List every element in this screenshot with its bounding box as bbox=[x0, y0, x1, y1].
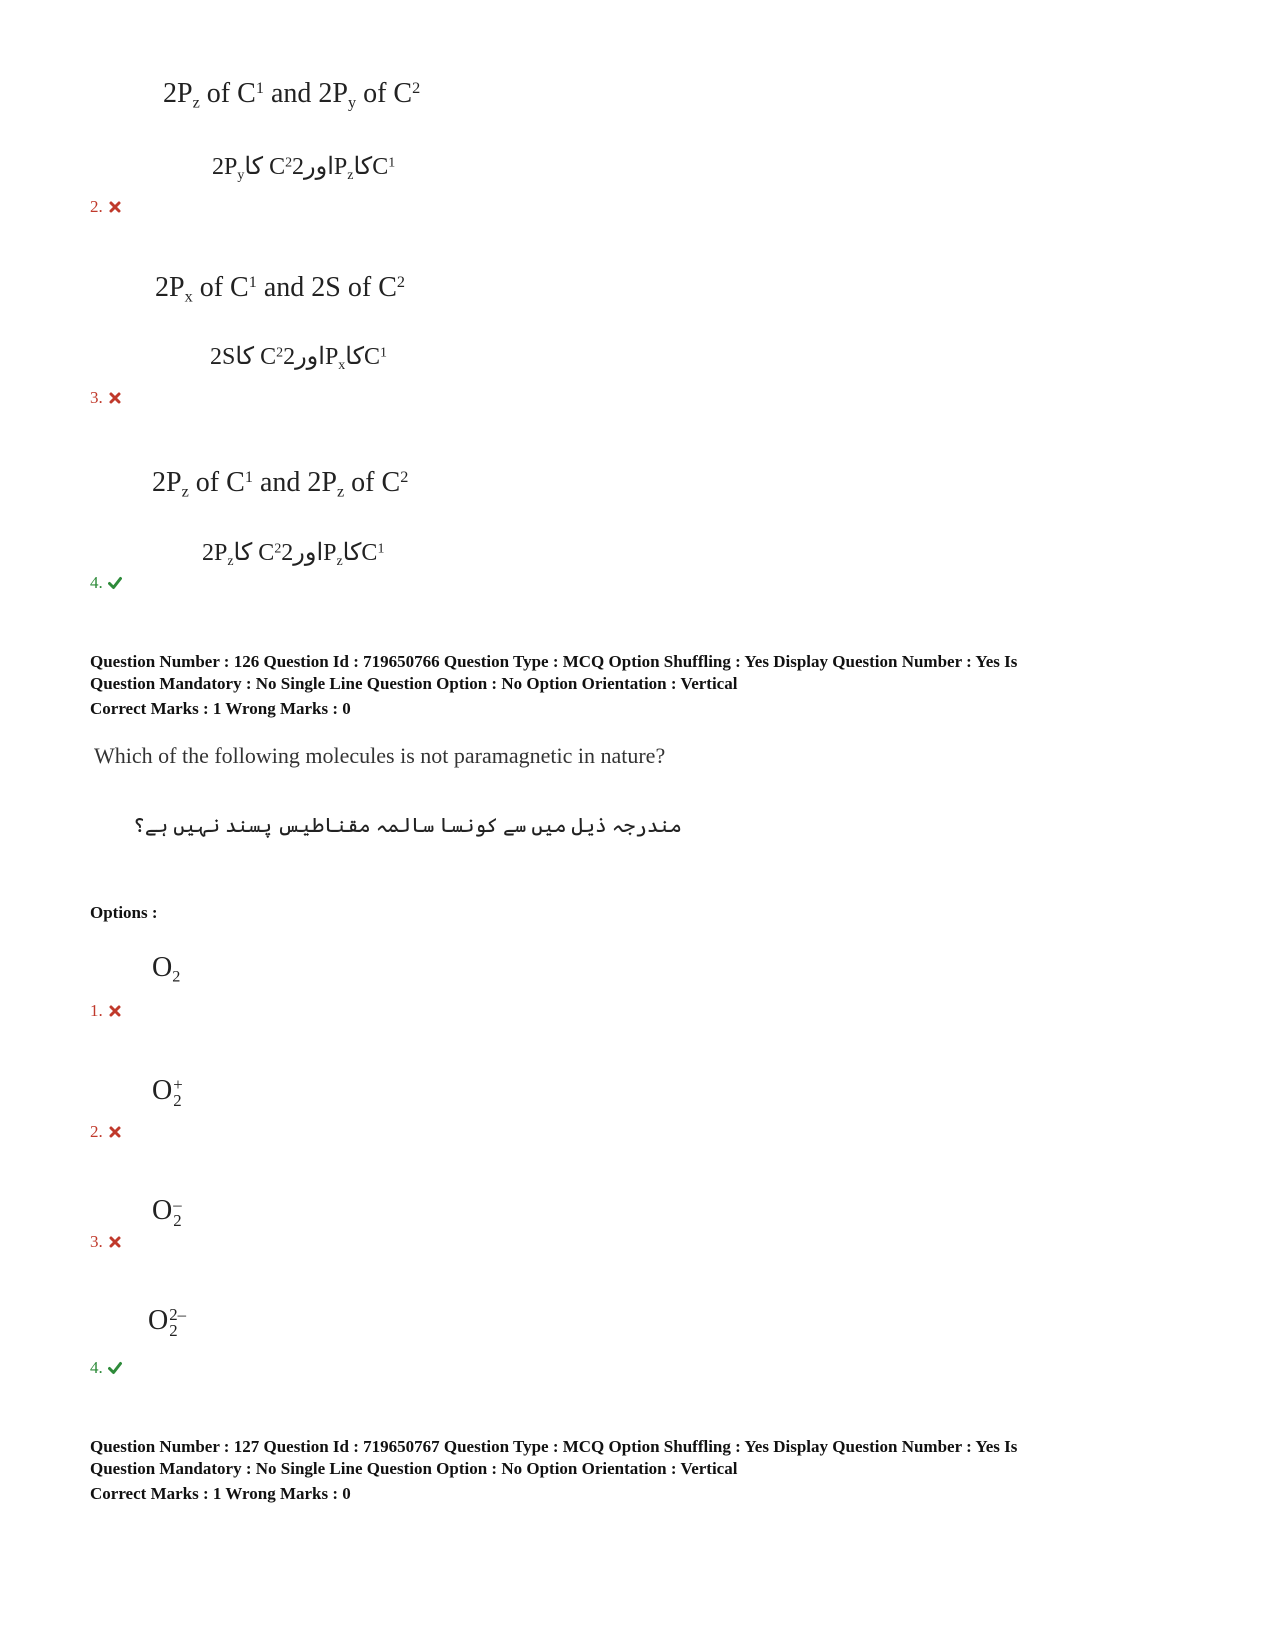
cross-icon bbox=[108, 1235, 122, 1249]
prev-option-formula-en: $2P_x$ of $C^1$ and 2S of $C^2$ bbox=[155, 272, 405, 306]
options-label: Options : bbox=[90, 903, 158, 922]
question-meta-line2: Question Mandatory : No Single Line Question Option : No Option Orientation : Vertical bbox=[90, 1459, 738, 1478]
option-number: 2. bbox=[90, 1122, 122, 1142]
cross-icon bbox=[108, 1004, 122, 1018]
question-marks: Correct Marks : 1 Wrong Marks : 0 bbox=[90, 699, 351, 718]
molecule-formula: $O_2$ bbox=[152, 952, 181, 986]
cross-icon bbox=[108, 391, 122, 405]
molecule-formula: O + 2 bbox=[152, 1074, 183, 1110]
question-meta bbox=[90, 1436, 1190, 1505]
check-icon bbox=[108, 576, 122, 590]
prev-option-formula-ur: $2P_zکا$ $C^2اور2P_zکاC^1$ bbox=[202, 540, 385, 569]
cross-icon bbox=[108, 1125, 122, 1139]
question-text-en: Which of the following molecules is not paramagnetic in nature? bbox=[94, 743, 666, 768]
question-text-ur: مندرجہ ذیل میں سے کونسا سالمہ مقناطیس پسند نہیں ہے؟ bbox=[133, 815, 682, 837]
molecule-formula: O – 2 bbox=[152, 1194, 182, 1230]
question-meta-line1: Question Number : 127 Question Id : 719650767 Question Type : MCQ Option Shuffling : Yes Display Question Number : Yes Is bbox=[90, 1437, 1018, 1456]
option-number: 2. bbox=[90, 197, 122, 217]
option-number: 3. bbox=[90, 388, 122, 408]
cross-icon bbox=[108, 200, 122, 214]
prev-option-formula-en: $2P_z$ of $C^1$ and $2P_y$ of $C^2$ bbox=[163, 78, 421, 112]
question-meta bbox=[90, 651, 1190, 720]
prev-option-formula-ur: 2Sکا $C^2اور2P_xکاC^1$ bbox=[210, 344, 387, 373]
question-marks: Correct Marks : 1 Wrong Marks : 0 bbox=[90, 1484, 351, 1503]
option-number: 1. bbox=[90, 1001, 122, 1021]
prev-option-formula-en: $2P_z$ of $C^1$ and $2P_z$ of $C^2$ bbox=[152, 467, 409, 501]
prev-option-formula-ur: $2P_yکا$ $C^2اور2P_zکاC^1$ bbox=[212, 154, 396, 183]
check-icon bbox=[108, 1361, 122, 1375]
option-number: 4. bbox=[90, 1358, 122, 1378]
question-meta-line1: Question Number : 126 Question Id : 719650766 Question Type : MCQ Option Shuffling : Yes Display Question Number : Yes Is bbox=[90, 652, 1018, 671]
molecule-formula: O 2– 2 bbox=[148, 1304, 187, 1340]
question-meta-line2: Question Mandatory : No Single Line Question Option : No Option Orientation : Vertical bbox=[90, 674, 738, 693]
option-number: 4. bbox=[90, 573, 122, 593]
option-number: 3. bbox=[90, 1232, 122, 1252]
